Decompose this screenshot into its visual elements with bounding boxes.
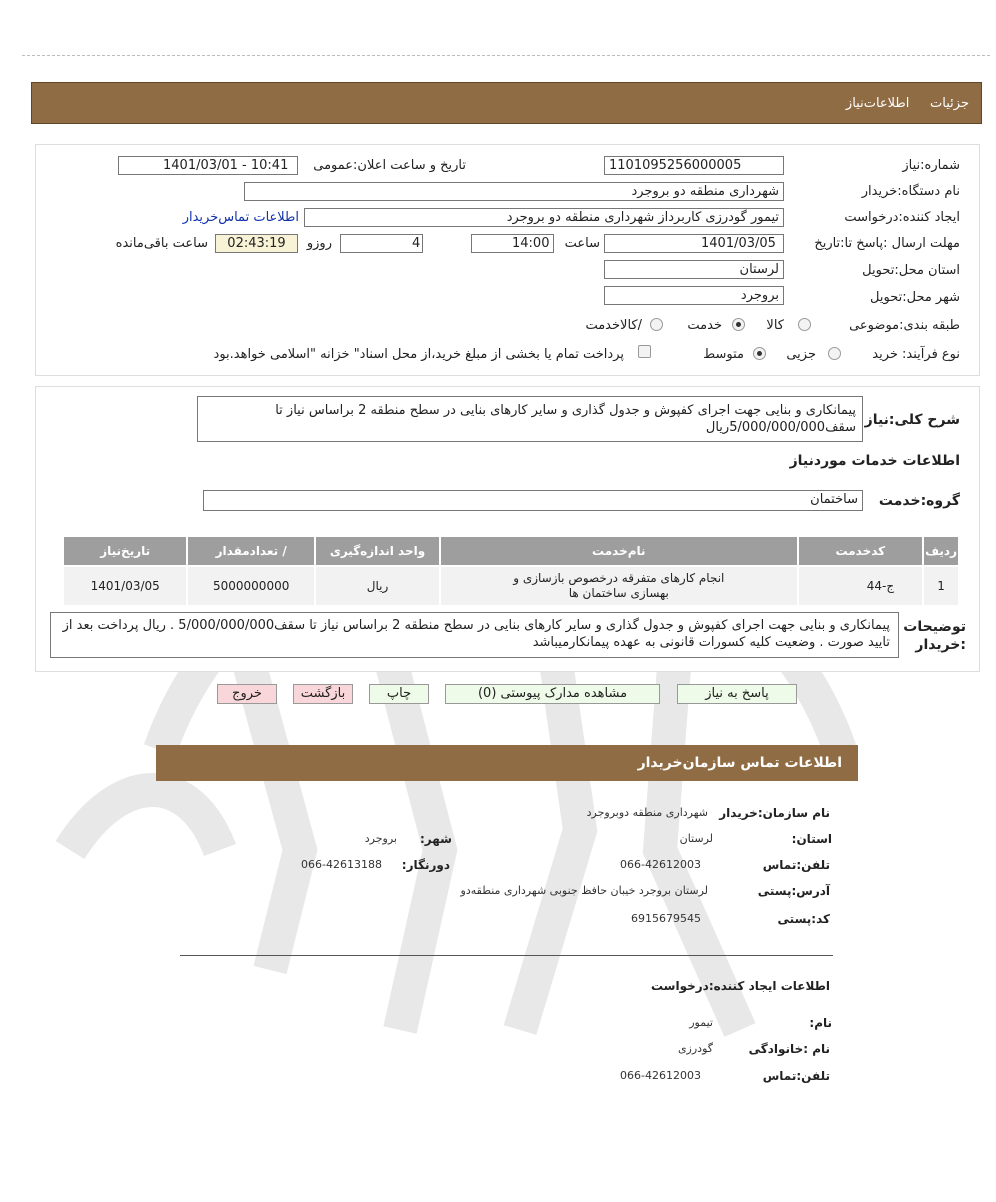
creator-field: تیمور گودرزی کاربرداز شهرداری منطقه دو بروجرد <box>304 208 784 227</box>
col-row: ردیف <box>923 536 959 566</box>
requester-name-value: تیمور <box>689 1016 713 1029</box>
radio-goods-service-label: /کالاخدمت <box>585 318 642 333</box>
contact-address-label: آدرس:پستی <box>757 884 830 898</box>
deadline-time-field: 14:00 <box>471 234 554 253</box>
category-label: طبقه بندی:موضوعی <box>849 318 960 333</box>
need-number-field: 1101095256000005 <box>604 156 784 175</box>
contact-heading: اطلاعات تماس سازمان‌خریدار <box>637 755 842 771</box>
radio-service[interactable] <box>732 318 745 331</box>
radio-goods-label: کالا <box>766 318 784 333</box>
requester-phone-label: تلفن:تماس <box>762 1069 830 1083</box>
contact-province-value: لرستان <box>679 832 713 845</box>
buyer-contact-link[interactable]: اطلاعات تماس‌خریدار <box>182 210 299 225</box>
radio-medium-label: متوسط <box>703 347 744 362</box>
treasury-payment-note: پرداخت تمام یا بخشی از مبلغ خرید،از محل اسناد" خزانه "اسلامی خواهد.بود <box>213 347 624 362</box>
deadline-time-label: ساعت <box>564 236 600 251</box>
radio-goods[interactable] <box>798 318 811 331</box>
exit-button[interactable]: خروج <box>217 684 277 704</box>
reply-button[interactable]: پاسخ به نیاز <box>677 684 797 704</box>
requester-name-label: نام: <box>809 1016 832 1030</box>
days-field: 4 <box>340 234 423 253</box>
tab-details[interactable]: جزئیات <box>930 96 969 111</box>
attachments-button[interactable]: مشاهده مدارک پیوستی (0) <box>445 684 660 704</box>
radio-medium[interactable] <box>753 347 766 360</box>
cell-unit: ریال <box>315 566 440 606</box>
city-label: شهر محل:تحویل <box>870 290 960 305</box>
process-label: نوع فرآیند: خرید <box>872 347 960 362</box>
summary-label: شرح کلی:نیاز <box>864 412 960 428</box>
creator-label: ایجاد کننده:درخواست <box>844 210 960 225</box>
cell-need-date: 1401/03/05 <box>63 566 187 606</box>
requester-family-label: نام :خانوادگی <box>748 1042 830 1056</box>
remaining-time-field: 02:43:19 <box>215 234 298 253</box>
cell-row: 1 <box>923 566 959 606</box>
treasury-payment-checkbox[interactable] <box>638 345 651 358</box>
col-quantity: / تعدادمقدار <box>187 536 315 566</box>
cell-quantity: 5000000000 <box>187 566 315 606</box>
contact-phone-value: 066-42612003 <box>620 858 701 871</box>
service-group-field: ساختمان <box>203 490 863 511</box>
table-row <box>63 566 959 606</box>
col-service-name: نام‌خدمت <box>440 536 798 566</box>
col-unit: واحد اندازه‌گیری <box>315 536 440 566</box>
buyer-notes-label: توضیحات :خریدار <box>903 619 966 653</box>
contact-address-value: لرستان بروجرد خیبان حافظ جنوبی شهرداری منطقه‌دو <box>460 884 708 897</box>
services-heading: اطلاعات خدمات موردنیاز <box>789 453 960 469</box>
buyer-label: نام دستگاه:خریدار <box>861 184 960 199</box>
radio-service-label: خدمت <box>687 318 722 333</box>
radio-minor[interactable] <box>828 347 841 360</box>
cell-service-name: انجام کارهای متفرقه درخصوص بازسازی و بهسازی ساختمان ها <box>440 566 798 606</box>
deadline-date-field: 1401/03/05 <box>604 234 784 253</box>
contact-postal-value: 6915679545 <box>631 912 701 925</box>
summary-text: پیمانکاری و بنایی جهت اجرای کفپوش و جدول گذاری و سایر کارهای بنایی در سطح منطقه 2 براساس نیاز تا سقف5/000/000/000ریال <box>197 396 863 442</box>
contact-postal-label: کد:پستی <box>777 912 830 926</box>
remaining-label: ساعت باقی‌مانده <box>115 236 208 251</box>
requester-family-value: گودرزی <box>677 1042 713 1055</box>
radio-minor-label: جزیی <box>786 347 816 362</box>
announce-field: 1401/03/01 - 10:41 <box>118 156 298 175</box>
org-name-label: نام سازمان:خریدار <box>719 806 830 820</box>
city-field: بروجرد <box>604 286 784 305</box>
requester-phone-value: 066-42612003 <box>620 1069 701 1082</box>
province-field: لرستان <box>604 260 784 279</box>
buyer-field: شهرداری منطقه دو بروجرد <box>244 182 784 201</box>
radio-goods-service[interactable] <box>650 318 663 331</box>
contact-divider <box>180 955 833 956</box>
back-button[interactable]: بازگشت <box>293 684 353 704</box>
services-table <box>62 535 960 607</box>
requester-heading: اطلاعات ایجاد کننده:درخواست <box>650 979 830 993</box>
top-divider <box>22 55 990 56</box>
tab-need-info[interactable]: اطلاعات‌نیاز <box>845 96 910 111</box>
announce-label: تاریخ و ساعت اعلان:عمومی <box>313 158 466 173</box>
deadline-label: مهلت ارسال :پاسخ تا:تاریخ <box>814 236 960 251</box>
cell-service-code: ج-44 <box>798 566 924 606</box>
need-number-label: شماره:نیاز <box>902 158 960 173</box>
page-header <box>31 82 982 124</box>
contact-phone-label: تلفن:تماس <box>762 858 830 872</box>
contact-city-label: شهر: <box>420 832 452 846</box>
days-label: روزو <box>306 236 332 251</box>
need-info-panel <box>35 144 980 376</box>
contact-province-label: استان: <box>791 832 832 846</box>
col-need-date: تاریخ‌نیاز <box>63 536 187 566</box>
contact-fax-value: 066-42613188 <box>301 858 382 871</box>
org-name-value: شهرداری منطقه دوبروجرد <box>586 806 708 819</box>
print-button[interactable]: چاپ <box>369 684 429 704</box>
contact-fax-label: دورنگار: <box>401 858 450 872</box>
province-label: استان محل:تحویل <box>862 263 960 278</box>
col-service-code: کدخدمت <box>798 536 924 566</box>
contact-section-header <box>156 745 858 781</box>
buyer-notes-text: پیمانکاری و بنایی جهت اجرای کفپوش و جدول گذاری و سایر کارهای بنایی در سطح منطقه 2 براساس نیاز تا سقف5/000/000/000 . ریال پرداخت بعد از تایید صورت . وضعیت کلیه کسورات قانونی به عهده پیمانکارمیباشد <box>50 612 899 658</box>
contact-city-value: بروجرد <box>364 832 397 845</box>
service-group-label: گروه:خدمت <box>878 493 960 509</box>
